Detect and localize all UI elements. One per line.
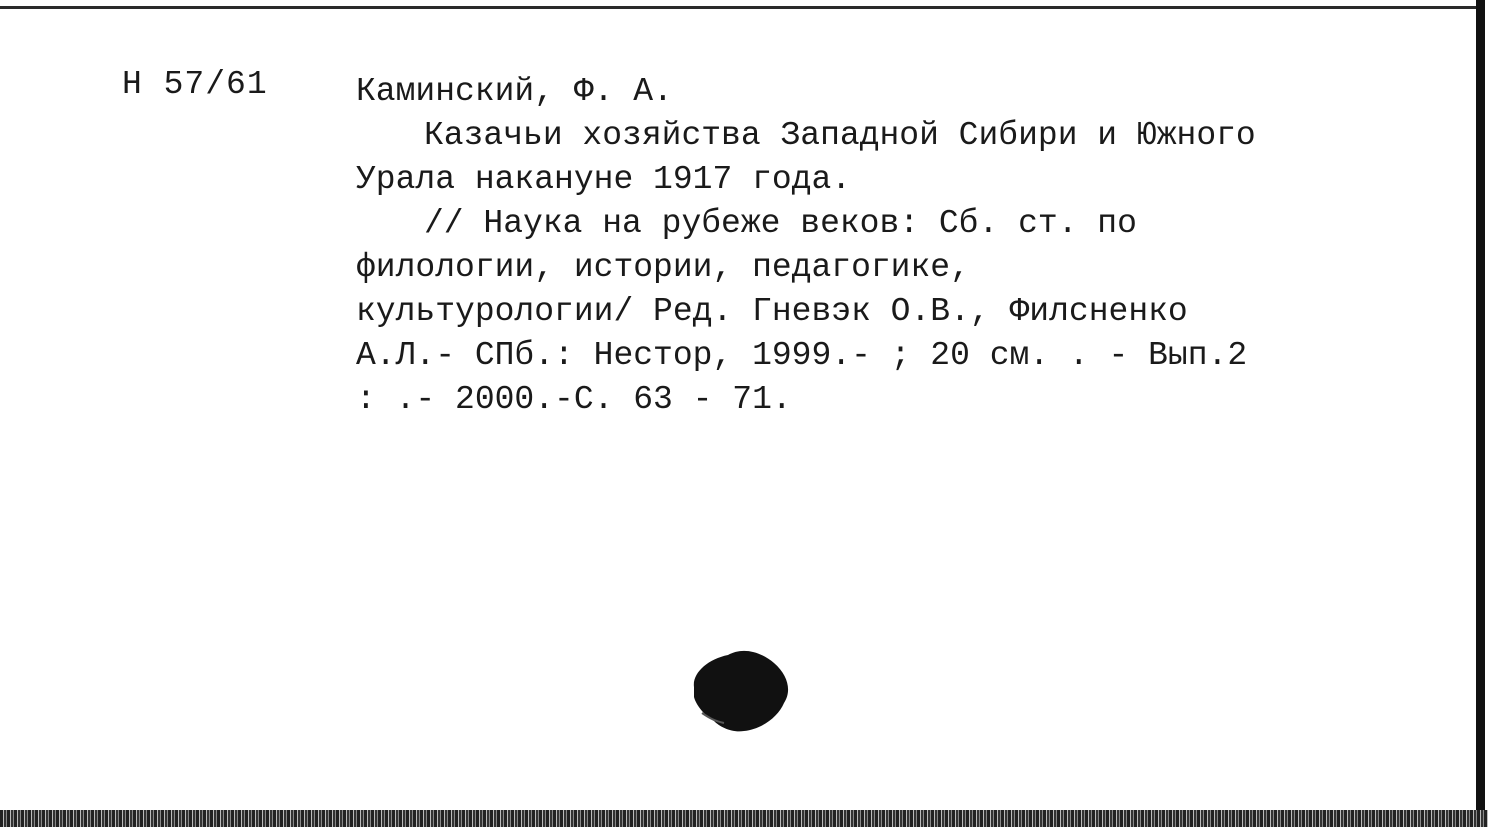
- title-line-1: Казачьи хозяйства Западной Сибири и Южного: [424, 117, 1256, 154]
- shelf-mark: Н 57/61: [122, 66, 268, 103]
- bibliographic-entry: [356, 70, 1314, 422]
- ink-blot-icon: [684, 645, 794, 735]
- card-bottom-edge: [0, 810, 1488, 827]
- title-line-2: Урала накануне 1917 года.: [356, 161, 852, 198]
- source-line-4: А.Л.- СПб.: Нестор, 1999.- ; 20 см. . - Вып.2: [356, 337, 1248, 374]
- card-right-edge: [1476, 0, 1485, 815]
- source-line-2: филологии, истории, педагогике,: [356, 249, 970, 286]
- author-line: Каминский, Ф. А.: [356, 73, 673, 110]
- source-line-5: : .- 2000.-С. 63 - 71.: [356, 381, 792, 418]
- source-line-3: культурологии/ Ред. Гневэк О.В., Филсненко: [356, 293, 1188, 330]
- source-line-1: // Наука на рубеже веков: Сб. ст. по: [424, 205, 1137, 242]
- card-top-edge: [0, 6, 1480, 9]
